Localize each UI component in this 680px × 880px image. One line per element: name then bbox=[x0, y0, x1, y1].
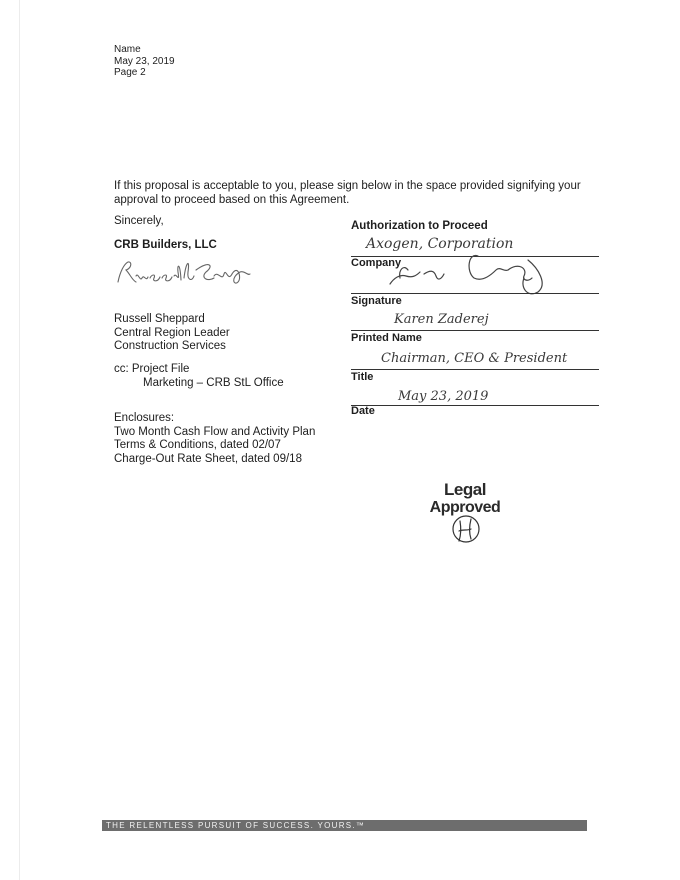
authorization-title: Authorization to Proceed bbox=[351, 220, 488, 232]
cc-line2: Marketing – CRB StL Office bbox=[143, 376, 284, 389]
enclosures-block bbox=[114, 412, 315, 466]
footer-tagline: THE RELENTLESS PURSUIT OF SUCCESS. YOURS.™ bbox=[106, 821, 366, 830]
sender-signature-block bbox=[114, 313, 230, 354]
closing-text: Sincerely, bbox=[114, 215, 164, 227]
page-header bbox=[114, 44, 175, 79]
enclosure-item: Two Month Cash Flow and Activity Plan bbox=[114, 425, 316, 438]
cc-line1: cc: Project File bbox=[114, 363, 190, 375]
printed-name-label: Printed Name bbox=[351, 332, 422, 344]
printed-name-value: Karen Zaderej bbox=[394, 312, 489, 327]
signature-line bbox=[351, 293, 599, 294]
title-label: Title bbox=[351, 371, 374, 383]
header-date: May 23, 2019 bbox=[114, 55, 175, 67]
enclosure-item: Charge-Out Rate Sheet, dated 09/18 bbox=[114, 452, 302, 465]
signature-label: Signature bbox=[351, 295, 402, 307]
intro-paragraph: If this proposal is acceptable to you, please sign below in the space provided signifying your approval to proceed based on this Agreement. bbox=[114, 180, 581, 206]
stamp-initials-graphic bbox=[425, 511, 505, 549]
stamp-line1: Legal bbox=[444, 480, 486, 499]
title-value: Chairman, CEO & President bbox=[381, 351, 568, 366]
sender-title-line1: Central Region Leader bbox=[114, 326, 230, 339]
authorizer-signature-graphic bbox=[378, 248, 558, 298]
printed-name-line bbox=[351, 330, 599, 331]
cc-block bbox=[114, 363, 284, 390]
company-value: Axogen, Corporation bbox=[366, 236, 514, 252]
sender-company: CRB Builders, LLC bbox=[114, 239, 217, 251]
title-line bbox=[351, 369, 599, 370]
stamp-line2: Approved bbox=[429, 499, 501, 516]
sender-signature-graphic bbox=[114, 252, 254, 292]
sender-signature bbox=[114, 252, 254, 292]
header-page: Page 2 bbox=[114, 67, 146, 78]
date-label: Date bbox=[351, 405, 375, 417]
date-value: May 23, 2019 bbox=[398, 389, 489, 404]
sender-title-line2: Construction Services bbox=[114, 340, 226, 352]
header-name: Name bbox=[114, 44, 141, 55]
legal-approved-stamp bbox=[425, 480, 505, 554]
sender-name: Russell Sheppard bbox=[114, 313, 205, 325]
enclosures-heading: Enclosures: bbox=[114, 412, 175, 424]
authorizer-signature bbox=[378, 248, 558, 298]
date-line bbox=[351, 405, 599, 406]
page-margin-line bbox=[19, 0, 20, 880]
company-label: Company bbox=[351, 257, 402, 269]
enclosure-item: Terms & Conditions, dated 02/07 bbox=[114, 439, 281, 451]
